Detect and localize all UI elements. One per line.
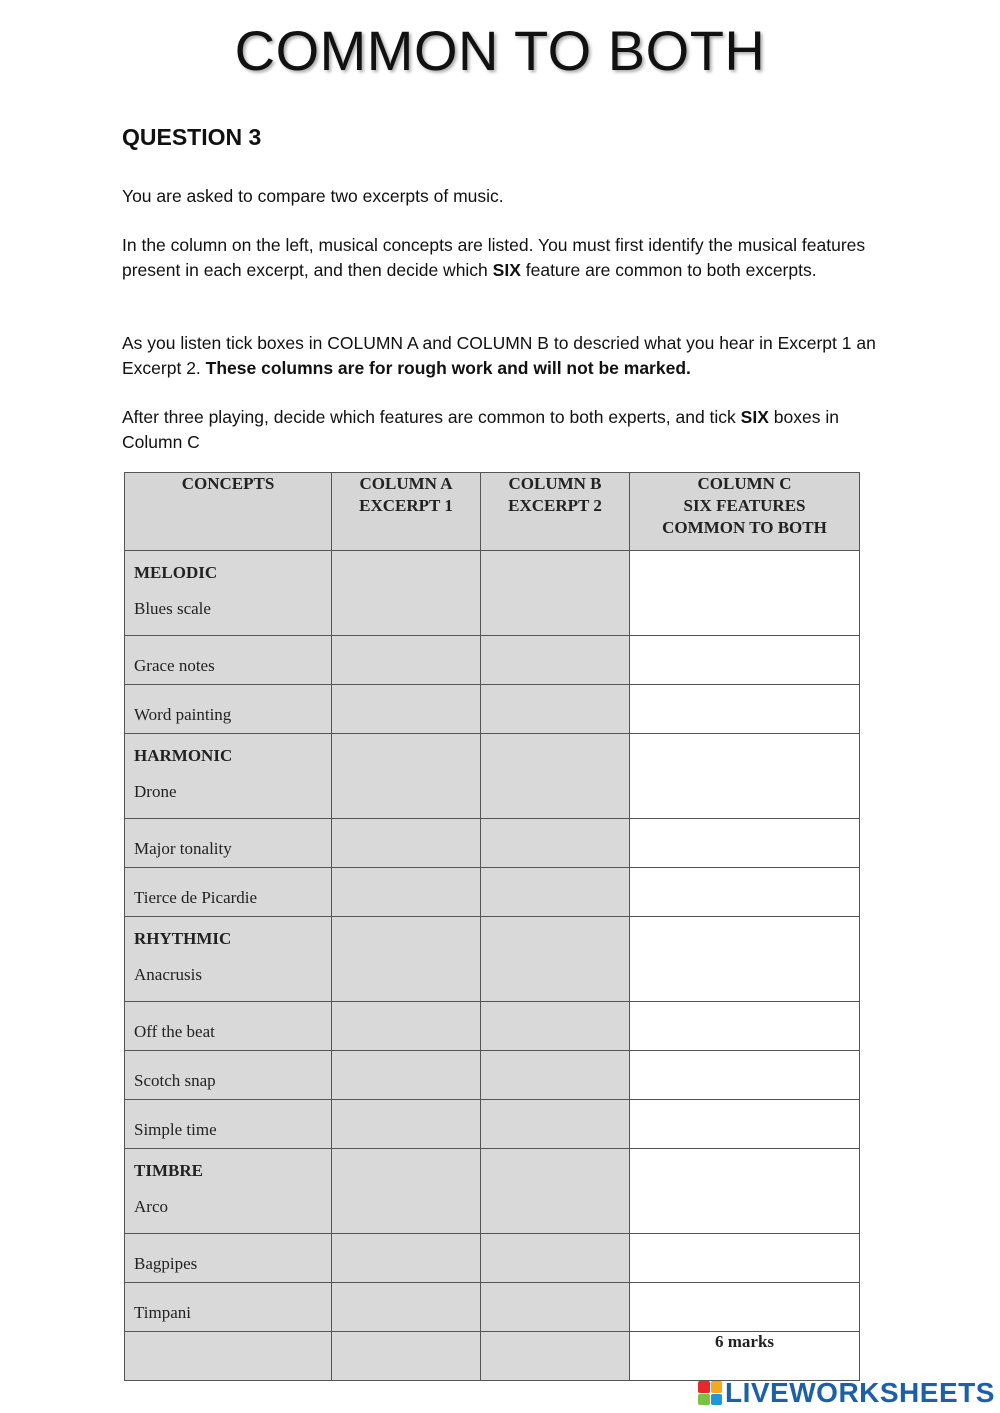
para2-text: In the column on the left, musical concepts are listed. You must first identify the musical features present in each excerpt, and then decide which	[122, 235, 866, 280]
concept-cell	[125, 1002, 332, 1051]
header-concepts-label: CONCEPTS	[181, 474, 275, 493]
header-column-b-line2: EXCERPT 2	[508, 496, 602, 515]
decision-paragraph	[122, 405, 882, 454]
header-column-c-line3: COMMON TO BOTH	[662, 518, 827, 537]
column-a-tick-box[interactable]	[332, 685, 481, 734]
logo-icon	[698, 1381, 722, 1405]
logo-square	[711, 1394, 723, 1406]
header-concepts	[125, 473, 332, 551]
column-b-tick-box[interactable]	[481, 1100, 630, 1149]
concept-category: TIMBRE	[134, 1161, 203, 1180]
logo-square	[711, 1381, 723, 1393]
para4-text-after: boxes in Column C	[122, 407, 839, 452]
header-column-c-line2: SIX FEATURES	[683, 496, 806, 515]
column-b-tick-box[interactable]	[481, 917, 630, 1002]
column-b-tick-box[interactable]	[481, 1149, 630, 1234]
header-column-a-line1: COLUMN A	[359, 474, 453, 493]
concept-cell	[125, 551, 332, 636]
concept-item: Blues scale	[134, 599, 211, 618]
column-c-tick-box[interactable]	[630, 1234, 860, 1283]
table-row	[125, 685, 860, 734]
table-row	[125, 917, 860, 1002]
column-a-tick-box[interactable]	[332, 636, 481, 685]
concept-cell	[125, 868, 332, 917]
column-a-tick-box[interactable]	[332, 1234, 481, 1283]
para4-bold: SIX	[740, 407, 769, 427]
concept-cell	[125, 1234, 332, 1283]
column-c-tick-box[interactable]	[630, 1100, 860, 1149]
concept-item: Anacrusis	[134, 965, 202, 984]
column-c-tick-box[interactable]	[630, 685, 860, 734]
column-b-tick-box[interactable]	[481, 685, 630, 734]
concept-cell	[125, 1149, 332, 1234]
concept-category: MELODIC	[134, 563, 218, 582]
table-row	[125, 734, 860, 819]
concept-item: Bagpipes	[134, 1254, 198, 1273]
column-a-tick-box[interactable]	[332, 868, 481, 917]
concept-item: Timpani	[134, 1303, 192, 1322]
table-row	[125, 1149, 860, 1234]
concept-item: Off the beat	[134, 1022, 215, 1041]
para4-text: After three playing, decide which features are common to both experts, and tick	[122, 407, 741, 427]
column-c-tick-box[interactable]	[630, 1002, 860, 1051]
concept-item: Scotch snap	[134, 1071, 216, 1090]
marks-row-blank	[125, 1332, 332, 1381]
column-b-tick-box[interactable]	[481, 1234, 630, 1283]
concept-cell	[125, 636, 332, 685]
column-b-tick-box[interactable]	[481, 819, 630, 868]
column-a-tick-box[interactable]	[332, 734, 481, 819]
header-column-c	[630, 473, 860, 551]
para3-bold: These columns are for rough work and will not be marked.	[205, 357, 691, 378]
column-a-tick-box[interactable]	[332, 917, 481, 1002]
logo-square	[698, 1381, 710, 1393]
column-c-tick-box[interactable]	[630, 1051, 860, 1100]
column-c-tick-box[interactable]	[630, 734, 860, 819]
column-a-tick-box[interactable]	[332, 819, 481, 868]
column-b-tick-box[interactable]	[481, 551, 630, 636]
concept-cell	[125, 1051, 332, 1100]
column-c-tick-box[interactable]	[630, 551, 860, 636]
concept-item: Simple time	[134, 1120, 217, 1139]
column-c-tick-box[interactable]	[630, 917, 860, 1002]
concept-item: Tierce de Picardie	[134, 888, 258, 907]
concept-category: RHYTHMIC	[134, 929, 232, 948]
table-row	[125, 1234, 860, 1283]
question-heading: QUESTION 3	[122, 124, 262, 150]
table-row	[125, 819, 860, 868]
table-row	[125, 1100, 860, 1149]
concept-cell	[125, 685, 332, 734]
listening-paragraph	[122, 331, 882, 380]
column-b-tick-box[interactable]	[481, 868, 630, 917]
concept-cell	[125, 1283, 332, 1332]
table-row	[125, 1051, 860, 1100]
column-c-tick-box[interactable]	[630, 636, 860, 685]
table-body	[125, 551, 860, 1381]
column-a-tick-box[interactable]	[332, 1149, 481, 1234]
table-row	[125, 636, 860, 685]
table-row	[125, 868, 860, 917]
column-c-tick-box[interactable]	[630, 1149, 860, 1234]
concept-item: Major tonality	[134, 839, 232, 858]
header-column-a-line2: EXCERPT 1	[359, 496, 453, 515]
header-column-a	[332, 473, 481, 551]
column-b-tick-box[interactable]	[481, 734, 630, 819]
column-b-tick-box[interactable]	[481, 636, 630, 685]
concept-item: Arco	[134, 1197, 168, 1216]
column-a-tick-box[interactable]	[332, 1283, 481, 1332]
column-a-tick-box[interactable]	[332, 1002, 481, 1051]
header-column-c-line1: COLUMN C	[697, 474, 792, 493]
concept-category: HARMONIC	[134, 746, 233, 765]
liveworksheets-logo	[698, 1378, 995, 1408]
concept-cell	[125, 1100, 332, 1149]
marks-row-blank	[332, 1332, 481, 1381]
column-b-tick-box[interactable]	[481, 1283, 630, 1332]
table-row	[125, 551, 860, 636]
column-c-tick-box[interactable]	[630, 868, 860, 917]
column-b-tick-box[interactable]	[481, 1051, 630, 1100]
page-title: COMMON TO BOTH	[234, 19, 766, 82]
intro-text: You are asked to compare two excerpts of music.	[122, 186, 504, 206]
table-row	[125, 1002, 860, 1051]
concepts-table	[124, 472, 860, 1381]
column-c-tick-box[interactable]	[630, 819, 860, 868]
column-a-tick-box[interactable]	[332, 1051, 481, 1100]
column-a-tick-box[interactable]	[332, 1100, 481, 1149]
column-c-tick-box[interactable]	[630, 1283, 860, 1332]
column-b-tick-box[interactable]	[481, 1002, 630, 1051]
concept-cell	[125, 819, 332, 868]
para2-bold: SIX	[492, 259, 521, 280]
instructions-paragraph	[122, 233, 882, 282]
concept-item: Grace notes	[134, 656, 215, 675]
header-column-b	[481, 473, 630, 551]
concept-cell	[125, 734, 332, 819]
logo-square	[698, 1394, 710, 1406]
marks-row	[125, 1332, 860, 1381]
concept-item: Word painting	[134, 705, 232, 724]
table-row	[125, 1283, 860, 1332]
header-column-b-line1: COLUMN B	[508, 474, 602, 493]
concept-cell	[125, 917, 332, 1002]
intro-paragraph	[122, 184, 882, 209]
para3-text: As you listen tick boxes in COLUMN A and COLUMN B to descried what you hear in Excerpt 1 an Excerpt 2.	[122, 333, 876, 378]
marks-row-blank	[481, 1332, 630, 1381]
concept-item: Drone	[134, 782, 177, 801]
column-a-tick-box[interactable]	[332, 551, 481, 636]
logo-text: LIVEWORKSHEETS	[725, 1377, 995, 1408]
marks-total: 6 marks	[630, 1332, 860, 1381]
para2-text-after: feature are common to both excerpts.	[520, 259, 817, 280]
